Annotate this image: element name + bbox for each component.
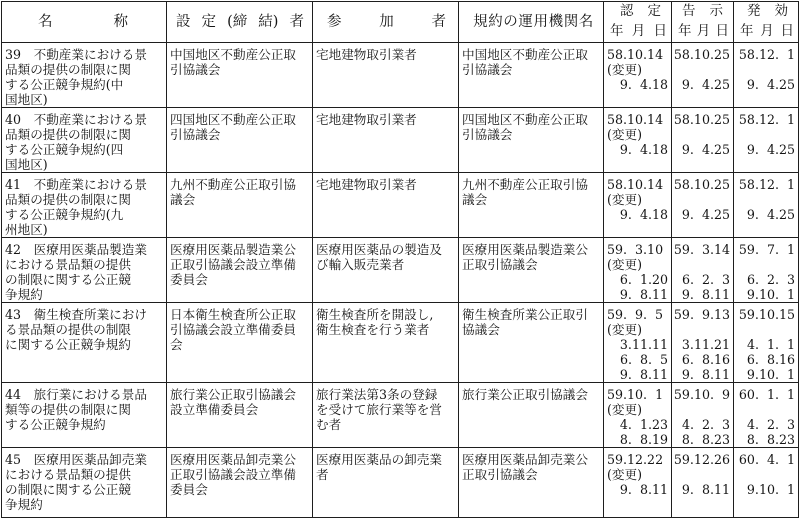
setter-cell [167,43,313,108]
participant-cell-text: 宅地建物取引業者 [316,112,417,127]
operator-cell [459,383,604,448]
date-line [607,482,668,497]
date-value: 58.12. 1 [738,112,795,127]
approval-date-cell [604,303,672,383]
operator-cell-text: 九州不動産公正取引協 議会 [462,177,588,207]
date-line [607,192,668,207]
date-value: (変更) [607,62,643,77]
date-line [607,77,668,92]
approval-date-cell [604,43,672,108]
participant-cell-text: 旅行業法第3条の登録 を受けて旅行業等を営 む者 [316,387,442,432]
setter-cell [167,448,313,518]
notice-date-cell [672,448,734,518]
date-line [737,272,795,287]
participant-cell [313,173,459,238]
date-line [607,387,668,402]
date-value: 9.10. 1 [746,287,795,302]
date-line [675,432,730,447]
setter-cell [167,108,313,173]
date-line [607,142,668,157]
setter-cell-text: 四国地区不動産公正取 引協議会 [170,112,296,142]
participant-cell [313,448,459,518]
date-line [737,322,795,337]
date-line [607,352,668,367]
setter-cell-text: 中国地区不動産公正取 引協議会 [170,47,296,77]
date-line [737,242,795,257]
code-name-cell [2,303,167,383]
date-line [607,127,668,142]
date-line [607,242,668,257]
notice-date-cell [672,173,734,238]
date-line [607,467,668,482]
date-value: 8. 8.23 [681,432,730,447]
effective-date-cell [734,448,799,518]
date-line [675,402,730,417]
date-line [737,452,795,467]
date-value: 59. 7. 1 [738,242,795,257]
code-name-cell [2,173,167,238]
date-value: 6. 2. 3 [746,272,795,287]
approval-date-cell [604,108,672,173]
date-value: 9. 4.25 [746,207,795,222]
date-line [675,482,730,497]
setter-cell [167,238,313,303]
date-value: 3.11.11 [619,337,668,352]
date-line [675,307,730,322]
date-value: (変更) [607,467,643,482]
effective-date-cell [734,238,799,303]
participant-cell-text: 衛生検査所を開設し, 衛生検査を行う業者 [316,307,434,337]
date-value: 9.10. 1 [746,482,795,497]
date-line [675,112,730,127]
date-line [737,192,795,207]
date-value: 59. 3.10 [607,242,664,257]
setter-cell-text: 医療用医薬品卸売業公 正取引協議会設立準備 委員会 [170,452,296,497]
date-value: 9. 8.11 [619,482,668,497]
date-value: 9. 4.18 [619,77,668,92]
date-value: 9. 8.11 [681,287,730,302]
date-line [737,482,795,497]
participant-cell-text: 医療用医薬品の製造及 び輸入販売業者 [316,242,442,272]
header-name: 名 称 [2,2,167,43]
operator-cell-text: 四国地区不動産公正取 引協議会 [462,112,588,142]
operator-cell [459,108,604,173]
date-line [675,467,730,482]
date-value: 4. 2. 3 [746,417,795,432]
operator-cell-text: 中国地区不動産公正取 引協議会 [462,47,588,77]
participant-cell [313,303,459,383]
date-value: 8. 8.19 [619,432,668,447]
date-line [737,112,795,127]
date-value: 9. 8.11 [681,367,730,382]
participant-cell [313,43,459,108]
date-value: 6. 8.16 [681,352,730,367]
date-line [675,127,730,142]
date-value: 9. 4.25 [681,142,730,157]
date-line [675,452,730,467]
operator-cell [459,238,604,303]
header-effective-date: 発 効 年 月 日 [734,2,799,43]
participant-cell [313,108,459,173]
date-value: 59. 3.14 [673,242,730,257]
date-value: (変更) [607,257,643,272]
effective-date-cell [734,383,799,448]
date-value: 59.10. 1 [607,387,664,402]
date-line [737,127,795,142]
setter-cell-text: 医療用医薬品製造業公 正取引協議会設立準備 委員会 [170,242,296,287]
notice-date-cell [672,383,734,448]
setter-cell-text: 九州不動産公正取引協 議会 [170,177,296,207]
date-line [607,177,668,192]
date-line [607,257,668,272]
setter-cell [167,383,313,448]
date-line [675,287,730,302]
approval-date-cell [604,238,672,303]
date-line [607,47,668,62]
participant-cell-text: 医療用医薬品の卸売業 者 [316,452,442,482]
date-value: 59.10.15 [738,307,795,322]
date-line [607,337,668,352]
fair-competition-code-table [1,1,799,518]
date-value: 4. 1.23 [619,417,668,432]
notice-date-cell [672,108,734,173]
approval-date-cell [604,173,672,238]
code-name-cell-text: 40 不動産業における景 品類の提供の制限に関 する公正競争規約(四 国地区) [5,112,147,172]
date-line [675,77,730,92]
date-line [737,417,795,432]
date-line [737,367,795,382]
date-value: 9. 4.18 [619,207,668,222]
code-name-cell [2,448,167,518]
operator-cell [459,303,604,383]
date-value: 9. 4.25 [746,77,795,92]
date-value: 6. 8. 5 [619,352,668,367]
date-line [675,207,730,222]
operator-cell [459,173,604,238]
header-notice-date: 告 示 年 月 日 [672,2,734,43]
date-value: 58.10.14 [607,177,664,192]
notice-date-cell [672,43,734,108]
date-value: 6. 1.20 [619,272,668,287]
date-line [737,62,795,77]
date-line [607,207,668,222]
date-value: 6. 2. 3 [681,272,730,287]
date-line [607,112,668,127]
date-value: 58.10.25 [673,47,730,62]
code-name-cell-text: 44 旅行業における景品 類等の提供の制限に関 する公正競争規約 [5,387,147,432]
date-value: 4. 2. 3 [681,417,730,432]
date-line [675,272,730,287]
code-name-cell-text: 41 不動産業における景 品類の提供の制限に関 する公正競争規約(九 州地区) [5,177,147,237]
date-value: 9. 4.25 [746,142,795,157]
table-row [2,448,799,518]
date-value: 60. 1. 1 [738,387,795,402]
date-value: 58.12. 1 [738,177,795,192]
date-value: 9. 8.11 [619,287,668,302]
operator-cell [459,43,604,108]
effective-date-cell [734,108,799,173]
date-line [737,207,795,222]
date-line [607,452,668,467]
date-line [737,47,795,62]
date-line [607,367,668,382]
table-row [2,383,799,448]
date-line [607,287,668,302]
code-name-cell-text: 39 不動産業における景 品類の提供の制限に関 する公正競争規約(中 国地区) [5,47,147,107]
notice-date-cell [672,238,734,303]
date-line [607,417,668,432]
operator-cell [459,448,604,518]
participant-cell [313,238,459,303]
date-value: 58.10.14 [607,47,664,62]
date-value: 3.11.21 [681,337,730,352]
date-value: 59.10. 9 [673,387,730,402]
date-line [737,467,795,482]
date-value: 9. 8.11 [619,367,668,382]
date-value: 59.12.22 [607,452,664,467]
date-line [737,307,795,322]
date-value: 4. 1. 1 [746,337,795,352]
date-value: (変更) [607,402,643,417]
setter-cell-text: 日本衛生検査所公正取 引協議会設立準備委員 会 [170,307,296,352]
code-name-cell [2,383,167,448]
date-value: 9. 4.18 [619,142,668,157]
notice-date-cell [672,303,734,383]
effective-date-cell [734,173,799,238]
date-line [607,272,668,287]
date-line [675,242,730,257]
date-value: 58.10.25 [673,112,730,127]
date-line [737,352,795,367]
date-line [737,432,795,447]
table-row [2,303,799,383]
date-line [675,192,730,207]
code-name-cell [2,43,167,108]
date-line [675,322,730,337]
date-line [737,337,795,352]
date-line [675,367,730,382]
operator-cell-text: 衛生検査所業公正取引 協議会 [462,307,588,337]
date-value: 58.10.25 [673,177,730,192]
header-approval-date: 認 定 年 月 日 [604,2,672,43]
operator-cell-text: 医療用医薬品製造業公 正取引協議会 [462,242,588,272]
date-line [675,417,730,432]
header-setter: 設 定 (締 結) 者 [167,2,313,43]
date-value: 8. 8.23 [746,432,795,447]
date-line [675,177,730,192]
date-value: 9.10. 1 [746,367,795,382]
date-value: 9. 8.11 [681,482,730,497]
code-name-cell-text: 45 医療用医薬品卸売業 における景品類の提供 の制限に関する公正競 争規約 [5,452,147,512]
header-participant: 参 加 者 [313,2,459,43]
participant-cell-text: 宅地建物取引業者 [316,47,417,62]
date-value: 58.12. 1 [738,47,795,62]
date-value: (変更) [607,192,643,207]
setter-cell-text: 旅行業公正取引協議会 設立準備委員会 [170,387,296,417]
date-line [737,287,795,302]
date-line [675,257,730,272]
code-name-cell [2,108,167,173]
date-value: 60. 4. 1 [738,452,795,467]
effective-date-cell [734,43,799,108]
table-row [2,238,799,303]
date-value: 59. 9.13 [673,307,730,322]
date-line [607,432,668,447]
date-line [675,62,730,77]
date-line [675,142,730,157]
date-value: 59. 9. 5 [607,307,664,322]
date-line [737,402,795,417]
date-line [737,177,795,192]
effective-date-cell [734,303,799,383]
date-line [607,62,668,77]
approval-date-cell [604,383,672,448]
date-line [737,142,795,157]
setter-cell [167,303,313,383]
operator-cell-text: 医療用医薬品卸売業公 正取引協議会 [462,452,588,482]
operator-cell-text: 旅行業公正取引協議会 [462,387,588,402]
date-line [607,322,668,337]
participant-cell-text: 宅地建物取引業者 [316,177,417,192]
date-value: (変更) [607,127,643,142]
date-value: (変更) [607,322,643,337]
code-name-cell-text: 43 衛生検査所業におけ る景品類の提供の制限 に関する公正競争規約 [5,307,147,352]
date-line [737,77,795,92]
date-line [675,352,730,367]
date-line [607,307,668,322]
date-line [675,337,730,352]
table-row [2,108,799,173]
code-name-cell [2,238,167,303]
date-line [675,47,730,62]
participant-cell [313,383,459,448]
date-line [607,402,668,417]
date-line [737,257,795,272]
date-value: 6. 8.16 [746,352,795,367]
approval-date-cell [604,448,672,518]
header-operator: 規約の運用機関名 [459,2,604,43]
setter-cell [167,173,313,238]
date-line [737,387,795,402]
table-row [2,43,799,108]
table-row [2,173,799,238]
header-row [2,2,799,43]
code-name-cell-text: 42 医療用医薬品製造業 における景品類の提供 の制限に関する公正競 争規約 [5,242,147,302]
date-value: 59.12.26 [673,452,730,467]
date-line [675,387,730,402]
date-value: 58.10.14 [607,112,664,127]
date-value: 9. 4.25 [681,207,730,222]
date-value: 9. 4.25 [681,77,730,92]
